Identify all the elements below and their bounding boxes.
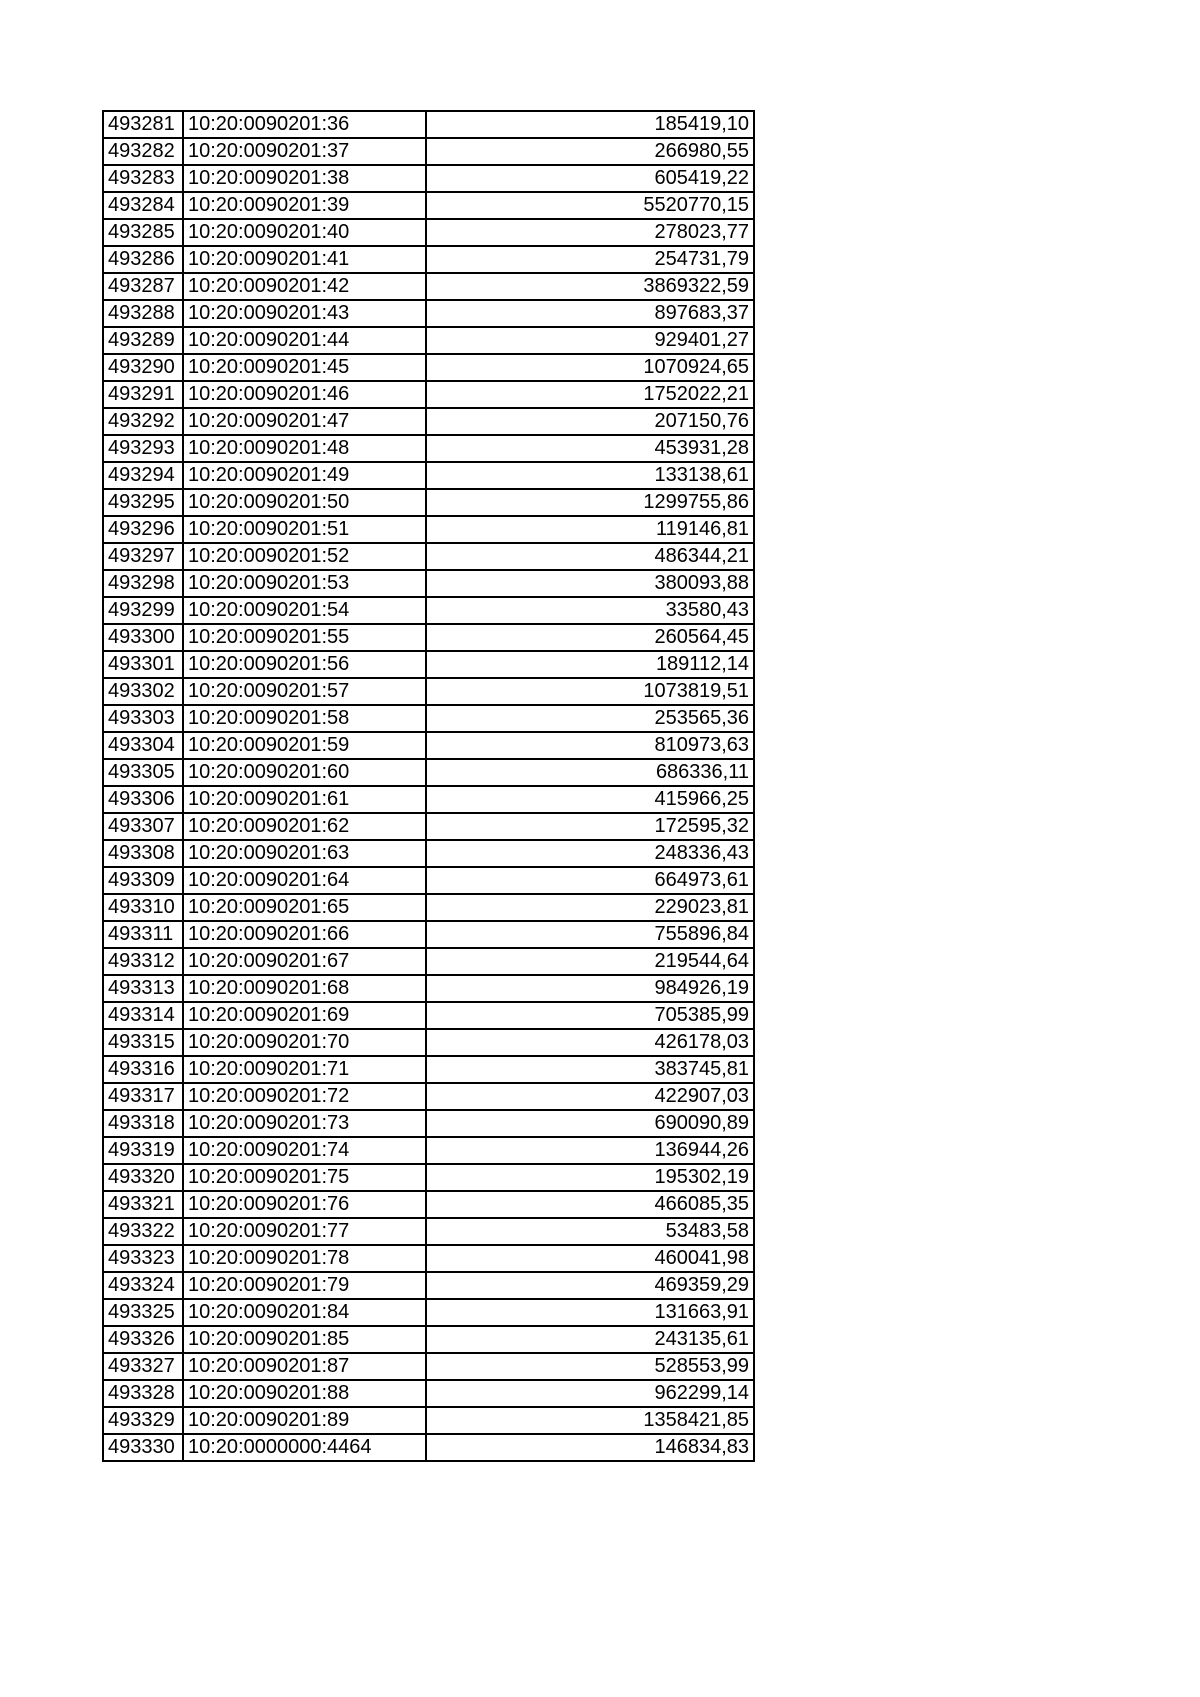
row-id-cell: 493302 [103, 678, 183, 705]
table-row [103, 408, 754, 435]
value-cell: 1070924,65 [426, 354, 754, 381]
cadastral-number-cell: 10:20:0090201:37 [183, 138, 426, 165]
value-cell: 3869322,59 [426, 273, 754, 300]
table-row [103, 165, 754, 192]
row-id-cell: 493306 [103, 786, 183, 813]
row-id-cell: 493282 [103, 138, 183, 165]
value-cell: 453931,28 [426, 435, 754, 462]
value-cell: 133138,61 [426, 462, 754, 489]
value-cell: 253565,36 [426, 705, 754, 732]
row-id-cell: 493298 [103, 570, 183, 597]
cadastral-number-cell: 10:20:0090201:85 [183, 1326, 426, 1353]
value-cell: 1299755,86 [426, 489, 754, 516]
value-cell: 1752022,21 [426, 381, 754, 408]
table-row [103, 570, 754, 597]
cadastral-number-cell: 10:20:0090201:38 [183, 165, 426, 192]
value-cell: 426178,03 [426, 1029, 754, 1056]
row-id-cell: 493322 [103, 1218, 183, 1245]
value-cell: 686336,11 [426, 759, 754, 786]
cadastral-number-cell: 10:20:0090201:48 [183, 435, 426, 462]
table-row [103, 543, 754, 570]
table-row [103, 1272, 754, 1299]
cadastral-number-cell: 10:20:0090201:73 [183, 1110, 426, 1137]
cadastral-number-cell: 10:20:0090201:76 [183, 1191, 426, 1218]
value-cell: 929401,27 [426, 327, 754, 354]
cadastral-number-cell: 10:20:0090201:40 [183, 219, 426, 246]
row-id-cell: 493294 [103, 462, 183, 489]
row-id-cell: 493293 [103, 435, 183, 462]
row-id-cell: 493321 [103, 1191, 183, 1218]
table-row [103, 867, 754, 894]
row-id-cell: 493296 [103, 516, 183, 543]
table-row [103, 1110, 754, 1137]
data-table [102, 110, 755, 1462]
cadastral-number-cell: 10:20:0090201:67 [183, 948, 426, 975]
cadastral-number-cell: 10:20:0000000:4464 [183, 1434, 426, 1461]
row-id-cell: 493286 [103, 246, 183, 273]
row-id-cell: 493316 [103, 1056, 183, 1083]
row-id-cell: 493329 [103, 1407, 183, 1434]
table-row [103, 1164, 754, 1191]
value-cell: 219544,64 [426, 948, 754, 975]
cadastral-number-cell: 10:20:0090201:77 [183, 1218, 426, 1245]
value-cell: 33580,43 [426, 597, 754, 624]
row-id-cell: 493295 [103, 489, 183, 516]
value-cell: 897683,37 [426, 300, 754, 327]
row-id-cell: 493312 [103, 948, 183, 975]
row-id-cell: 493308 [103, 840, 183, 867]
table-row [103, 1056, 754, 1083]
row-id-cell: 493313 [103, 975, 183, 1002]
value-cell: 383745,81 [426, 1056, 754, 1083]
table-row [103, 975, 754, 1002]
cadastral-number-cell: 10:20:0090201:63 [183, 840, 426, 867]
row-id-cell: 493309 [103, 867, 183, 894]
cadastral-number-cell: 10:20:0090201:54 [183, 597, 426, 624]
cadastral-number-cell: 10:20:0090201:43 [183, 300, 426, 327]
cadastral-number-cell: 10:20:0090201:59 [183, 732, 426, 759]
row-id-cell: 493283 [103, 165, 183, 192]
row-id-cell: 493330 [103, 1434, 183, 1461]
row-id-cell: 493314 [103, 1002, 183, 1029]
row-id-cell: 493327 [103, 1353, 183, 1380]
row-id-cell: 493318 [103, 1110, 183, 1137]
table-row [103, 759, 754, 786]
row-id-cell: 493310 [103, 894, 183, 921]
cadastral-number-cell: 10:20:0090201:79 [183, 1272, 426, 1299]
cadastral-number-cell: 10:20:0090201:75 [183, 1164, 426, 1191]
cadastral-number-cell: 10:20:0090201:52 [183, 543, 426, 570]
cadastral-number-cell: 10:20:0090201:68 [183, 975, 426, 1002]
value-cell: 664973,61 [426, 867, 754, 894]
row-id-cell: 493299 [103, 597, 183, 624]
row-id-cell: 493324 [103, 1272, 183, 1299]
value-cell: 5520770,15 [426, 192, 754, 219]
value-cell: 755896,84 [426, 921, 754, 948]
value-cell: 486344,21 [426, 543, 754, 570]
row-id-cell: 493291 [103, 381, 183, 408]
value-cell: 195302,19 [426, 1164, 754, 1191]
value-cell: 260564,45 [426, 624, 754, 651]
table-row [103, 435, 754, 462]
cadastral-number-cell: 10:20:0090201:65 [183, 894, 426, 921]
row-id-cell: 493326 [103, 1326, 183, 1353]
table-row [103, 273, 754, 300]
value-cell: 229023,81 [426, 894, 754, 921]
cadastral-number-cell: 10:20:0090201:55 [183, 624, 426, 651]
table-row [103, 1083, 754, 1110]
table-row [103, 651, 754, 678]
cadastral-number-cell: 10:20:0090201:66 [183, 921, 426, 948]
cadastral-number-cell: 10:20:0090201:44 [183, 327, 426, 354]
table-row [103, 246, 754, 273]
row-id-cell: 493287 [103, 273, 183, 300]
table-row [103, 1137, 754, 1164]
value-cell: 136944,26 [426, 1137, 754, 1164]
cadastral-number-cell: 10:20:0090201:60 [183, 759, 426, 786]
table-row [103, 516, 754, 543]
value-cell: 528553,99 [426, 1353, 754, 1380]
row-id-cell: 493301 [103, 651, 183, 678]
table-row [103, 192, 754, 219]
table-row [103, 219, 754, 246]
value-cell: 1073819,51 [426, 678, 754, 705]
cadastral-number-cell: 10:20:0090201:41 [183, 246, 426, 273]
row-id-cell: 493307 [103, 813, 183, 840]
table-row [103, 1029, 754, 1056]
row-id-cell: 493303 [103, 705, 183, 732]
row-id-cell: 493317 [103, 1083, 183, 1110]
cadastral-number-cell: 10:20:0090201:36 [183, 111, 426, 138]
cadastral-number-cell: 10:20:0090201:45 [183, 354, 426, 381]
row-id-cell: 493289 [103, 327, 183, 354]
cadastral-number-cell: 10:20:0090201:72 [183, 1083, 426, 1110]
cadastral-number-cell: 10:20:0090201:71 [183, 1056, 426, 1083]
value-cell: 460041,98 [426, 1245, 754, 1272]
table-row [103, 327, 754, 354]
table-row [103, 489, 754, 516]
row-id-cell: 493285 [103, 219, 183, 246]
table-row [103, 894, 754, 921]
table-row [103, 1299, 754, 1326]
cadastral-number-cell: 10:20:0090201:56 [183, 651, 426, 678]
table-row [103, 948, 754, 975]
value-cell: 422907,03 [426, 1083, 754, 1110]
value-cell: 119146,81 [426, 516, 754, 543]
value-cell: 380093,88 [426, 570, 754, 597]
cadastral-number-cell: 10:20:0090201:49 [183, 462, 426, 489]
value-cell: 248336,43 [426, 840, 754, 867]
table-row [103, 1245, 754, 1272]
cadastral-number-cell: 10:20:0090201:89 [183, 1407, 426, 1434]
value-cell: 53483,58 [426, 1218, 754, 1245]
table-row [103, 705, 754, 732]
cadastral-number-cell: 10:20:0090201:39 [183, 192, 426, 219]
cadastral-number-cell: 10:20:0090201:42 [183, 273, 426, 300]
table-row [103, 678, 754, 705]
row-id-cell: 493319 [103, 1137, 183, 1164]
row-id-cell: 493281 [103, 111, 183, 138]
cadastral-number-cell: 10:20:0090201:70 [183, 1029, 426, 1056]
row-id-cell: 493290 [103, 354, 183, 381]
table-body [103, 111, 754, 1461]
table-row [103, 597, 754, 624]
table-row [103, 1353, 754, 1380]
cadastral-number-cell: 10:20:0090201:88 [183, 1380, 426, 1407]
cadastral-number-cell: 10:20:0090201:69 [183, 1002, 426, 1029]
value-cell: 690090,89 [426, 1110, 754, 1137]
value-cell: 705385,99 [426, 1002, 754, 1029]
cadastral-number-cell: 10:20:0090201:62 [183, 813, 426, 840]
value-cell: 266980,55 [426, 138, 754, 165]
row-id-cell: 493304 [103, 732, 183, 759]
value-cell: 207150,76 [426, 408, 754, 435]
cadastral-number-cell: 10:20:0090201:87 [183, 1353, 426, 1380]
value-cell: 466085,35 [426, 1191, 754, 1218]
value-cell: 254731,79 [426, 246, 754, 273]
table-row [103, 1002, 754, 1029]
cadastral-number-cell: 10:20:0090201:61 [183, 786, 426, 813]
value-cell: 984926,19 [426, 975, 754, 1002]
cadastral-number-cell: 10:20:0090201:53 [183, 570, 426, 597]
table-row [103, 1380, 754, 1407]
cadastral-number-cell: 10:20:0090201:47 [183, 408, 426, 435]
cadastral-number-cell: 10:20:0090201:51 [183, 516, 426, 543]
row-id-cell: 493284 [103, 192, 183, 219]
table-row [103, 111, 754, 138]
value-cell: 172595,32 [426, 813, 754, 840]
table-row [103, 1407, 754, 1434]
table-row [103, 921, 754, 948]
value-cell: 243135,61 [426, 1326, 754, 1353]
cadastral-number-cell: 10:20:0090201:58 [183, 705, 426, 732]
value-cell: 185419,10 [426, 111, 754, 138]
row-id-cell: 493288 [103, 300, 183, 327]
table-row [103, 1326, 754, 1353]
row-id-cell: 493297 [103, 543, 183, 570]
table-row [103, 138, 754, 165]
cadastral-number-cell: 10:20:0090201:64 [183, 867, 426, 894]
value-cell: 1358421,85 [426, 1407, 754, 1434]
value-cell: 962299,14 [426, 1380, 754, 1407]
row-id-cell: 493325 [103, 1299, 183, 1326]
cadastral-number-cell: 10:20:0090201:78 [183, 1245, 426, 1272]
value-cell: 189112,14 [426, 651, 754, 678]
table-row [103, 381, 754, 408]
cadastral-number-cell: 10:20:0090201:84 [183, 1299, 426, 1326]
cadastral-number-cell: 10:20:0090201:57 [183, 678, 426, 705]
value-cell: 146834,83 [426, 1434, 754, 1461]
row-id-cell: 493315 [103, 1029, 183, 1056]
row-id-cell: 493320 [103, 1164, 183, 1191]
table-row [103, 1434, 754, 1461]
table-row [103, 1218, 754, 1245]
row-id-cell: 493305 [103, 759, 183, 786]
row-id-cell: 493292 [103, 408, 183, 435]
table-row [103, 300, 754, 327]
value-cell: 131663,91 [426, 1299, 754, 1326]
value-cell: 605419,22 [426, 165, 754, 192]
cadastral-number-cell: 10:20:0090201:74 [183, 1137, 426, 1164]
value-cell: 278023,77 [426, 219, 754, 246]
table-row [103, 1191, 754, 1218]
table-row [103, 354, 754, 381]
table-row [103, 813, 754, 840]
row-id-cell: 493300 [103, 624, 183, 651]
table-row [103, 786, 754, 813]
value-cell: 415966,25 [426, 786, 754, 813]
table-row [103, 462, 754, 489]
table-row [103, 624, 754, 651]
cadastral-number-cell: 10:20:0090201:50 [183, 489, 426, 516]
row-id-cell: 493311 [103, 921, 183, 948]
table-row [103, 840, 754, 867]
row-id-cell: 493323 [103, 1245, 183, 1272]
table-row [103, 732, 754, 759]
cadastral-number-cell: 10:20:0090201:46 [183, 381, 426, 408]
value-cell: 469359,29 [426, 1272, 754, 1299]
value-cell: 810973,63 [426, 732, 754, 759]
row-id-cell: 493328 [103, 1380, 183, 1407]
